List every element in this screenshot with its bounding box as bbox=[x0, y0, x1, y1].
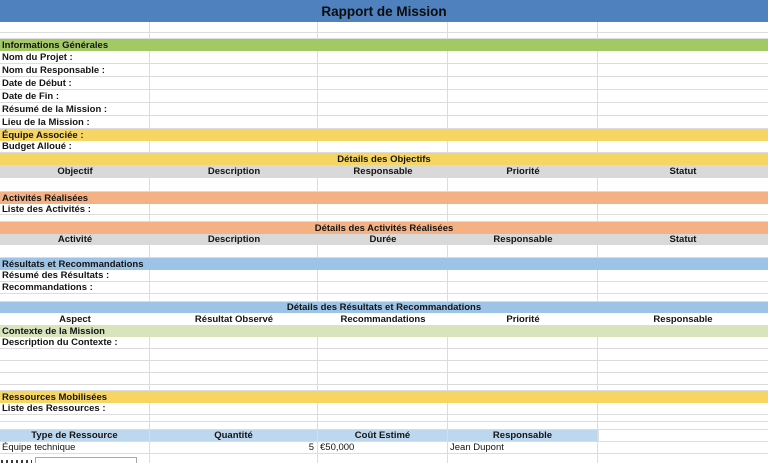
resource-cost-cell[interactable]: €50,000 bbox=[318, 442, 448, 453]
empty-cell[interactable] bbox=[318, 415, 448, 421]
empty-cell[interactable] bbox=[448, 403, 598, 414]
section-equipe-associee[interactable] bbox=[0, 129, 768, 141]
section-contexte-mission[interactable] bbox=[0, 325, 768, 337]
empty-cell[interactable] bbox=[448, 215, 598, 221]
empty-cell[interactable] bbox=[448, 116, 598, 128]
empty-cell[interactable] bbox=[150, 415, 318, 421]
row-lieu-mission bbox=[0, 116, 768, 129]
ressource-table-row bbox=[0, 442, 768, 454]
input-cell[interactable] bbox=[150, 77, 318, 89]
empty-cell[interactable] bbox=[0, 294, 150, 301]
empty-row bbox=[0, 415, 768, 422]
empty-cell[interactable] bbox=[318, 51, 448, 63]
empty-cell[interactable] bbox=[448, 64, 598, 76]
empty-cell[interactable] bbox=[448, 90, 598, 102]
empty-cell[interactable] bbox=[598, 116, 768, 128]
empty-cell[interactable] bbox=[0, 373, 150, 384]
section-label: Ressources Mobilisées bbox=[2, 391, 108, 403]
column-header[interactable]: Priorité bbox=[506, 313, 540, 325]
column-header[interactable]: Résultat Observé bbox=[194, 313, 274, 325]
resource-type-cell[interactable]: Équipe technique bbox=[0, 442, 150, 453]
column-header[interactable]: Type de Ressource bbox=[0, 430, 150, 441]
empty-row bbox=[0, 349, 768, 361]
column-header[interactable]: Durée bbox=[369, 234, 397, 245]
empty-cell[interactable] bbox=[318, 90, 448, 102]
empty-row bbox=[0, 361, 768, 373]
empty-cell[interactable] bbox=[448, 51, 598, 63]
empty-cell[interactable] bbox=[318, 270, 448, 281]
column-header[interactable]: Priorité bbox=[506, 166, 540, 177]
field-label-cell[interactable]: Recommandations : bbox=[0, 282, 150, 293]
row-resume-resultats bbox=[0, 270, 768, 282]
empty-cell[interactable] bbox=[318, 64, 448, 76]
clipped-bottom-row bbox=[0, 454, 768, 463]
section-label: Activités Réalisées bbox=[2, 192, 89, 204]
empty-cell[interactable] bbox=[318, 215, 448, 221]
empty-cell[interactable] bbox=[318, 141, 448, 152]
empty-cell[interactable] bbox=[0, 361, 150, 372]
empty-cell[interactable] bbox=[598, 422, 768, 429]
empty-cell[interactable] bbox=[448, 373, 598, 384]
column-header[interactable]: Recommandations bbox=[340, 313, 426, 325]
empty-cell[interactable] bbox=[318, 22, 448, 32]
empty-cell[interactable] bbox=[318, 373, 448, 384]
field-label-cell[interactable]: Lieu de la Mission : bbox=[0, 116, 150, 128]
empty-cell[interactable] bbox=[318, 116, 448, 128]
empty-cell[interactable] bbox=[598, 215, 768, 221]
section-details-objectifs[interactable] bbox=[0, 153, 768, 165]
clipped-cell-border bbox=[35, 457, 137, 463]
column-header[interactable]: Coût Estimé bbox=[318, 430, 448, 441]
empty-cell[interactable] bbox=[318, 361, 448, 372]
empty-cell[interactable] bbox=[598, 403, 768, 414]
column-header[interactable]: Responsable bbox=[353, 166, 413, 177]
empty-cell[interactable] bbox=[598, 270, 768, 281]
empty-cell[interactable] bbox=[318, 282, 448, 293]
empty-cell[interactable] bbox=[150, 373, 318, 384]
empty-cell[interactable] bbox=[448, 349, 598, 360]
column-header[interactable]: Statut bbox=[669, 234, 697, 245]
input-cell[interactable] bbox=[150, 51, 318, 63]
empty-cell[interactable] bbox=[598, 282, 768, 293]
empty-row bbox=[0, 178, 768, 192]
empty-row bbox=[0, 373, 768, 385]
empty-cell[interactable] bbox=[318, 178, 448, 191]
input-cell[interactable] bbox=[150, 270, 318, 281]
empty-cell[interactable] bbox=[150, 385, 318, 390]
empty-cell[interactable] bbox=[598, 64, 768, 76]
empty-cell[interactable] bbox=[598, 361, 768, 372]
empty-cell[interactable] bbox=[318, 33, 448, 38]
field-label-cell[interactable]: Nom du Projet : bbox=[0, 51, 150, 63]
empty-cell[interactable] bbox=[318, 337, 448, 348]
empty-cell[interactable] bbox=[0, 215, 150, 221]
empty-cell[interactable] bbox=[448, 103, 598, 115]
empty-cell[interactable] bbox=[150, 22, 318, 32]
empty-cell[interactable] bbox=[598, 337, 768, 348]
row-budget-alloue bbox=[0, 141, 768, 153]
section-details-activites[interactable] bbox=[0, 222, 768, 234]
empty-cell[interactable] bbox=[448, 77, 598, 89]
empty-cell[interactable] bbox=[598, 454, 768, 463]
page-title: Rapport de Mission bbox=[321, 3, 447, 19]
empty-cell[interactable] bbox=[318, 245, 448, 257]
row-date-de-debut bbox=[0, 77, 768, 90]
row-description-contexte bbox=[0, 337, 768, 349]
field-label-cell[interactable]: Description du Contexte : bbox=[0, 337, 150, 348]
empty-cell[interactable] bbox=[598, 33, 768, 38]
empty-cell[interactable] bbox=[150, 294, 318, 301]
empty-cell[interactable] bbox=[448, 270, 598, 281]
empty-cell[interactable] bbox=[598, 141, 768, 152]
empty-cell[interactable] bbox=[448, 204, 598, 214]
field-label-cell[interactable]: Résumé de la Mission : bbox=[0, 103, 150, 115]
empty-cell[interactable] bbox=[448, 337, 598, 348]
empty-cell[interactable] bbox=[318, 454, 448, 463]
input-cell[interactable] bbox=[150, 204, 318, 214]
empty-cell[interactable] bbox=[598, 51, 768, 63]
empty-row bbox=[0, 215, 768, 222]
input-cell[interactable] bbox=[150, 282, 318, 293]
section-label: Informations Générales bbox=[2, 39, 109, 51]
empty-cell[interactable] bbox=[448, 245, 598, 257]
empty-cell[interactable] bbox=[448, 294, 598, 301]
empty-cell[interactable] bbox=[598, 90, 768, 102]
activites-header-row bbox=[0, 234, 768, 245]
field-label-cell[interactable]: Date de Fin : bbox=[0, 90, 150, 102]
section-details-resultats[interactable] bbox=[0, 302, 768, 313]
resultats-header-row bbox=[0, 313, 768, 325]
empty-cell[interactable] bbox=[150, 349, 318, 360]
column-header[interactable]: Quantité bbox=[150, 430, 318, 441]
empty-cell[interactable] bbox=[150, 454, 318, 463]
input-cell[interactable] bbox=[150, 90, 318, 102]
empty-cell[interactable] bbox=[448, 422, 598, 429]
empty-cell[interactable] bbox=[150, 33, 318, 38]
column-header[interactable]: Activité bbox=[57, 234, 93, 245]
column-header[interactable]: Aspect bbox=[59, 313, 91, 325]
empty-cell[interactable] bbox=[448, 361, 598, 372]
objectifs-header-row bbox=[0, 165, 768, 178]
empty-cell[interactable] bbox=[0, 178, 150, 191]
empty-cell[interactable] bbox=[318, 77, 448, 89]
empty-cell[interactable] bbox=[598, 385, 768, 390]
empty-cell[interactable] bbox=[0, 415, 150, 421]
empty-cell[interactable] bbox=[598, 103, 768, 115]
row-nom-du-responsable bbox=[0, 64, 768, 77]
empty-cell[interactable] bbox=[318, 103, 448, 115]
empty-cell[interactable] bbox=[598, 245, 768, 257]
empty-cell[interactable] bbox=[150, 215, 318, 221]
column-header[interactable]: Objectif bbox=[57, 166, 93, 177]
empty-cell[interactable] bbox=[150, 245, 318, 257]
empty-cell[interactable] bbox=[318, 385, 448, 390]
empty-cell[interactable] bbox=[448, 415, 598, 421]
column-header[interactable]: Description bbox=[207, 234, 261, 245]
report-title-cell[interactable] bbox=[0, 0, 768, 22]
field-label-cell[interactable]: Liste des Ressources : bbox=[0, 403, 150, 414]
empty-cell[interactable] bbox=[318, 422, 448, 429]
empty-cell[interactable] bbox=[598, 178, 768, 191]
empty-cell[interactable] bbox=[150, 422, 318, 429]
empty-cell[interactable] bbox=[0, 245, 150, 257]
field-label-cell[interactable]: Budget Alloué : bbox=[0, 141, 150, 152]
empty-cell[interactable] bbox=[150, 361, 318, 372]
empty-cell[interactable] bbox=[448, 454, 598, 463]
field-label-cell[interactable]: Date de Début : bbox=[0, 77, 150, 89]
empty-cell[interactable] bbox=[598, 430, 768, 441]
ressources-header-row bbox=[0, 430, 768, 442]
field-label-cell[interactable]: Liste des Activités : bbox=[0, 204, 150, 214]
empty-cell[interactable] bbox=[598, 373, 768, 384]
section-informations-generales[interactable] bbox=[0, 39, 768, 51]
empty-cell[interactable] bbox=[598, 204, 768, 214]
column-header[interactable]: Description bbox=[207, 166, 261, 177]
input-cell[interactable] bbox=[150, 403, 318, 414]
empty-cell[interactable] bbox=[448, 141, 598, 152]
section-label: Détails des Objectifs bbox=[337, 153, 431, 165]
input-cell[interactable] bbox=[150, 103, 318, 115]
field-label-cell[interactable]: Résumé des Résultats : bbox=[0, 270, 150, 281]
input-cell[interactable] bbox=[150, 337, 318, 348]
row-recommandations bbox=[0, 282, 768, 294]
resource-responsable-cell[interactable]: Jean Dupont bbox=[448, 442, 598, 453]
column-header[interactable]: Responsable bbox=[448, 430, 598, 441]
empty-row bbox=[0, 245, 768, 258]
input-cell[interactable] bbox=[150, 141, 318, 152]
section-resultats-recommandations[interactable] bbox=[0, 258, 768, 270]
empty-cell[interactable] bbox=[598, 349, 768, 360]
empty-cell[interactable] bbox=[0, 33, 150, 38]
section-ressources-mobilisees[interactable] bbox=[0, 391, 768, 403]
empty-cell[interactable] bbox=[598, 294, 768, 301]
empty-cell[interactable] bbox=[598, 77, 768, 89]
section-label: Détails des Activités Réalisées bbox=[314, 222, 454, 234]
empty-row bbox=[0, 22, 768, 33]
section-label: Détails des Résultats et Recommandations bbox=[286, 302, 482, 313]
empty-cell[interactable] bbox=[318, 294, 448, 301]
empty-cell[interactable] bbox=[318, 403, 448, 414]
empty-cell[interactable] bbox=[448, 282, 598, 293]
column-header[interactable]: Responsable bbox=[653, 313, 713, 325]
empty-cell[interactable] bbox=[448, 385, 598, 390]
row-liste-ressources bbox=[0, 403, 768, 415]
empty-row bbox=[0, 422, 768, 430]
column-header[interactable]: Statut bbox=[669, 166, 697, 177]
section-activites-realisees[interactable] bbox=[0, 192, 768, 204]
empty-cell[interactable] bbox=[150, 178, 318, 191]
input-cell[interactable] bbox=[150, 116, 318, 128]
empty-cell[interactable] bbox=[598, 442, 768, 453]
section-label: Contexte de la Mission bbox=[2, 325, 105, 337]
resource-quantity-cell[interactable]: 5 bbox=[150, 442, 318, 453]
empty-cell[interactable] bbox=[0, 22, 150, 32]
empty-cell[interactable] bbox=[0, 422, 150, 429]
row-liste-activites bbox=[0, 204, 768, 215]
empty-cell[interactable] bbox=[318, 204, 448, 214]
empty-cell[interactable] bbox=[598, 415, 768, 421]
empty-cell[interactable] bbox=[0, 385, 150, 390]
section-label: Résultats et Recommandations bbox=[2, 258, 144, 270]
empty-cell[interactable] bbox=[448, 33, 598, 38]
row-nom-du-projet bbox=[0, 51, 768, 64]
input-cell[interactable] bbox=[150, 64, 318, 76]
column-header[interactable]: Responsable bbox=[493, 234, 553, 245]
empty-cell[interactable] bbox=[448, 178, 598, 191]
row-date-de-fin bbox=[0, 90, 768, 103]
empty-cell[interactable] bbox=[448, 22, 598, 32]
empty-row bbox=[0, 294, 768, 302]
empty-cell[interactable] bbox=[0, 349, 150, 360]
section-label: Équipe Associée : bbox=[2, 129, 84, 141]
empty-cell[interactable] bbox=[598, 22, 768, 32]
field-label-cell[interactable]: Nom du Responsable : bbox=[0, 64, 150, 76]
row-resume-mission bbox=[0, 103, 768, 116]
empty-cell[interactable] bbox=[318, 349, 448, 360]
